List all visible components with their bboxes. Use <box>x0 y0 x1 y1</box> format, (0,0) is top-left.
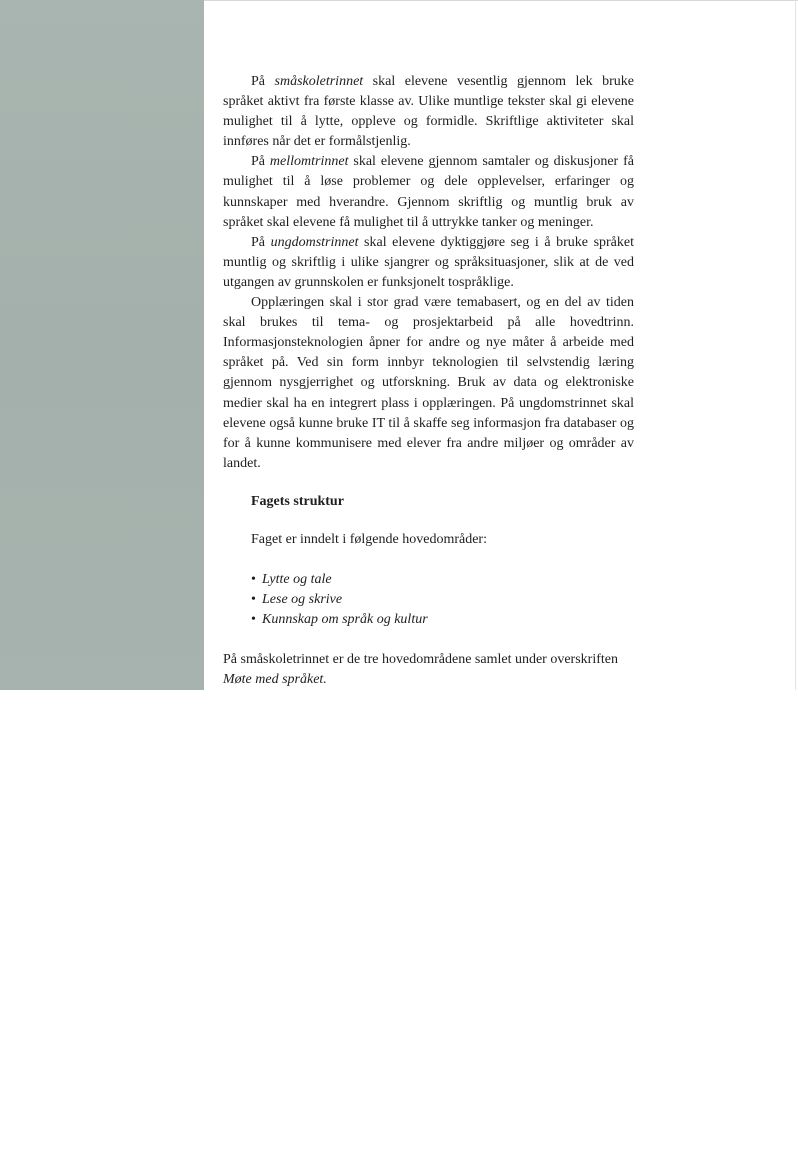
paragraph-body: skal elevene dyktiggjøre seg i å bruke språket muntlig og skriftlig i ulike sjangrer og språksituasjoner, slik at de ved utgangen av grunnskolen er funksjonelt tospråklige. <box>223 234 634 290</box>
paragraph-lead: På <box>251 234 271 250</box>
paragraph-smaskoletrinnet <box>223 72 634 152</box>
right-rule <box>795 0 796 690</box>
paragraph-lead: På <box>251 74 275 89</box>
paragraph-opplaering <box>223 293 634 474</box>
section-heading: Fagets struktur <box>251 493 344 509</box>
paragraph-body: skal elevene gjennom samtaler og diskusjoner få mulighet til å løse problemer og dele opplevelser, erfaringer og kunnskaper med hverandre. Gjennom skriftlig og muntlig bruk av språket skal elevene få mulighet til å uttrykke tanker og meninger. <box>223 154 635 230</box>
closing-paragraph <box>223 650 634 690</box>
paragraph-ungdomstrinnet <box>223 233 634 293</box>
main-areas-list <box>251 570 634 630</box>
list-item <box>251 590 634 610</box>
paragraph-term: småskoletrinnet <box>274 74 364 89</box>
closing-text: På småskoletrinnet er de tre hovedområdene samlet under overskriften <box>223 652 618 668</box>
top-rule <box>204 0 798 1</box>
bullet-icon: • <box>251 612 256 628</box>
bullet-icon: • <box>251 572 256 588</box>
paragraph-mellomtrinnet <box>223 152 634 232</box>
list-item-label: Kunnskap om språk og kultur <box>262 612 428 628</box>
paragraph-term: mellomtrinnet <box>269 154 349 170</box>
paragraph-body: skal elevene vesentlig gjennom lek bruke språket aktivt fra første klasse av. Ulike muntlige tekster skal gi elevene mulighet til å lytte, oppleve og formidle. Skriftlige aktiviteter skal innføres når det er formålstjenlig. <box>223 74 634 150</box>
bullet-icon: • <box>251 592 256 608</box>
closing-title: Møte med språket. <box>223 672 327 688</box>
list-item-label: Lese og skrive <box>262 592 343 608</box>
page-content <box>223 72 634 691</box>
list-item <box>251 610 634 630</box>
side-panel <box>0 0 204 690</box>
paragraph-body: Opplæringen skal i stor grad være temabasert, og en del av tiden skal brukes til tema- og prosjektarbeid på alle hovedtrinn. Informasjonsteknologien åpner for andre og nye måter å arbeide med språket på. Ved sin form innbyr teknologien til selvstendig læring gjennom nysgjerrighet og utforskning. Bruk av data og elektroniske medier skal ha en integrert plass i opplæringen. På ungdomstrinnet skal elevene også kunne bruke IT til å skaffe seg informasjon fra databaser og for å kunne kommunisere med elever fra andre miljøer og områder av landet. <box>223 295 634 471</box>
list-item-label: Lytte og tale <box>262 572 332 588</box>
paragraph-term: ungdomstrinnet <box>270 234 359 250</box>
list-item <box>251 570 634 590</box>
section-intro: Faget er inndelt i følgende hovedområder: <box>251 531 487 547</box>
paragraph-lead: På <box>251 154 270 170</box>
